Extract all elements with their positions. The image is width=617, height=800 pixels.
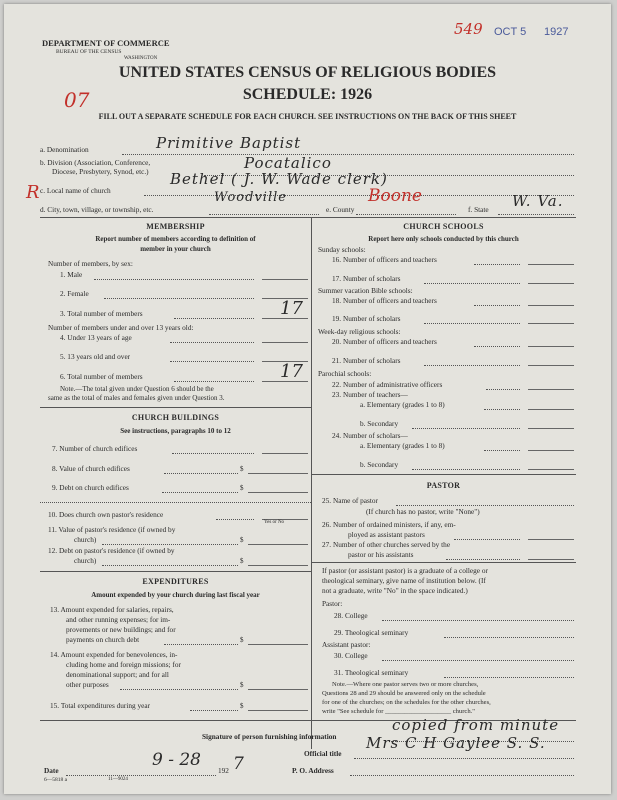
signature-value: copied from minute bbox=[392, 716, 560, 734]
q13-dollar: $ bbox=[240, 636, 244, 644]
q8-dollar: $ bbox=[240, 465, 244, 473]
q13-line-2: and other running expenses; for im- bbox=[66, 615, 171, 624]
q26-line-1: 26. Number of ordained ministers, if any, em- bbox=[322, 520, 456, 529]
schools-heading: CHURCH SCHOOLS bbox=[403, 222, 484, 231]
q9-dollar: $ bbox=[240, 484, 244, 492]
q1-male: 1. Male bbox=[60, 270, 83, 279]
q14-line-2: cluding home and foreign missions; for bbox=[66, 660, 181, 669]
weekday-schools: Week-day religious schools: bbox=[318, 327, 401, 336]
q23b: b. Secondary bbox=[360, 419, 399, 428]
q22: 22. Number of administrative officers bbox=[332, 380, 443, 389]
q11-line-1: 11. Value of pastor's residence (if owned by bbox=[48, 525, 176, 534]
q25-note: (If church has no pastor, write "None") bbox=[366, 507, 480, 516]
date-year-prefix: 192 bbox=[218, 766, 229, 775]
official-title-value: Mrs C H Gaylee S. S. bbox=[366, 734, 546, 752]
q12-line-2: church) bbox=[74, 556, 97, 565]
q14-dollar: $ bbox=[240, 681, 244, 689]
q20: 20. Number of officers and teachers bbox=[332, 337, 437, 346]
q26-line-2: ployed as assistant pastors bbox=[348, 530, 425, 539]
q30: 30. College bbox=[334, 651, 368, 660]
official-title-label: Official title bbox=[304, 749, 342, 758]
q23a: a. Elementary (grades 1 to 8) bbox=[360, 400, 445, 409]
state-label: f. State bbox=[468, 205, 489, 214]
q31: 31. Theological seminary bbox=[334, 668, 409, 677]
college-note-1: If pastor (or assistant pastor) is a graduate of a college or bbox=[322, 566, 488, 575]
summer-schools: Summer vacation Bible schools: bbox=[318, 286, 413, 295]
q15-dollar: $ bbox=[240, 702, 244, 710]
q18: 18. Number of officers and teachers bbox=[332, 296, 437, 305]
q6-total: 6. Total number of members bbox=[60, 372, 143, 381]
pastor-note-4: write "See schedule for ____________________ church." bbox=[322, 708, 475, 715]
parochial-schools: Parochial schools: bbox=[318, 369, 372, 378]
q8-edifice-value: 8. Value of church edifices bbox=[52, 464, 130, 473]
q27-line-2: pastor or his assistants bbox=[348, 550, 414, 559]
membership-note-1: Note.—The total given under Question 6 should be the bbox=[60, 385, 214, 393]
q16: 16. Number of officers and teachers bbox=[332, 255, 437, 264]
q11-line-2: church) bbox=[74, 535, 97, 544]
state-value: W. Va. bbox=[512, 192, 564, 210]
members-by-age: Number of members under and over 13 years old: bbox=[48, 323, 194, 332]
q29: 29. Theological seminary bbox=[334, 628, 409, 637]
department-name: DEPARTMENT OF COMMERCE bbox=[42, 38, 170, 48]
stamp-year: 1927 bbox=[544, 26, 569, 38]
q25: 25. Name of pastor bbox=[322, 496, 378, 505]
date-value: 9 - 28 bbox=[152, 750, 201, 770]
signature-label: Signature of person furnishing information bbox=[202, 732, 337, 741]
pastor-heading: PASTOR bbox=[426, 481, 461, 490]
denomination-label: a. Denomination bbox=[40, 145, 89, 154]
bureau-city: WASHINGTON bbox=[124, 56, 158, 61]
q11-dollar: $ bbox=[240, 536, 244, 544]
q19: 19. Number of scholars bbox=[332, 314, 401, 323]
red-mark-07: 07 bbox=[64, 88, 90, 112]
red-mark-r: R bbox=[26, 182, 40, 203]
expenditures-intro: Amount expended by your church during last fiscal year bbox=[91, 591, 260, 599]
college-note-3: not a graduate, write "No" in the space indicated.) bbox=[322, 586, 468, 595]
division-label-2: Diocese, Presbytery, Synod, etc.) bbox=[52, 167, 149, 176]
q13-line-4: payments on church debt bbox=[66, 635, 140, 644]
q14-line-3: denominational support; and for all bbox=[66, 670, 169, 679]
membership-heading: MEMBERSHIP bbox=[146, 222, 205, 231]
q24: 24. Number of scholars— bbox=[332, 431, 408, 440]
church-name-label: c. Local name of church bbox=[40, 186, 111, 195]
pastor-note-2: Questions 28 and 29 should be answered only on the schedule bbox=[322, 690, 486, 697]
q7-edifices: 7. Number of church edifices bbox=[52, 444, 138, 453]
form-number-2: 11—9024 bbox=[108, 777, 128, 782]
q13-line-3: provements or new buildings; and for bbox=[66, 625, 176, 634]
form-number: 6—5818 a bbox=[44, 777, 68, 783]
city-label: d. City, town, village, or township, etc. bbox=[40, 205, 154, 214]
q23: 23. Number of teachers— bbox=[332, 390, 408, 399]
sunday-schools: Sunday schools: bbox=[318, 245, 366, 254]
pastor-note-1: Note.—Where one pastor serves two or more churches, bbox=[332, 681, 479, 688]
q12-line-1: 12. Debt on pastor's residence (if owned by bbox=[48, 546, 175, 555]
buildings-heading: CHURCH BUILDINGS bbox=[131, 413, 220, 422]
assistant-pastor-subheading: Assistant pastor: bbox=[322, 640, 371, 649]
stamp-number: 549 bbox=[454, 20, 483, 38]
q28: 28. College bbox=[334, 611, 368, 620]
q5-over-13: 5. 13 years old and over bbox=[60, 352, 131, 361]
city-value: Woodville bbox=[214, 190, 287, 205]
membership-intro-2: member in your church bbox=[140, 245, 211, 253]
q6-total-value: 17 bbox=[280, 361, 303, 382]
q3-total: 3. Total number of members bbox=[60, 309, 143, 318]
denomination-value: Primitive Baptist bbox=[156, 134, 302, 152]
stamp-date: OCT 5 bbox=[494, 26, 527, 38]
q27-line-1: 27. Number of other churches served by the bbox=[322, 540, 451, 549]
membership-intro-1: Report number of members according to definition of bbox=[95, 235, 256, 243]
q13-line-1: 13. Amount expended for salaries, repairs, bbox=[50, 605, 174, 614]
q21: 21. Number of scholars bbox=[332, 356, 401, 365]
members-by-sex: Number of members, by sex: bbox=[48, 259, 133, 268]
form-title: UNITED STATES CENSUS OF RELIGIOUS BODIES bbox=[118, 64, 497, 81]
q24a: a. Elementary (grades 1 to 8) bbox=[360, 441, 445, 450]
division-label-1: b. Division (Association, Conference, bbox=[40, 158, 151, 167]
pastor-note-3: for one of the churches; on the schedules for the other churches, bbox=[322, 699, 491, 706]
church-name-value: Bethel ( J. W. Wade clerk) bbox=[170, 170, 388, 188]
county-label: e. County bbox=[326, 205, 355, 214]
county-value: Boone bbox=[368, 186, 422, 206]
q14-line-1: 14. Amount expended for benevolences, in- bbox=[50, 650, 178, 659]
q12-dollar: $ bbox=[240, 557, 244, 565]
division-value: Pocatalico bbox=[244, 154, 332, 172]
q17: 17. Number of scholars bbox=[332, 274, 401, 283]
buildings-intro: See instructions, paragraphs 10 to 12 bbox=[120, 427, 231, 435]
q3-total-value: 17 bbox=[280, 298, 303, 319]
pastor-subheading: Pastor: bbox=[322, 599, 343, 608]
census-schedule-form bbox=[4, 4, 611, 794]
form-subtitle: SCHEDULE: 1926 bbox=[242, 86, 373, 103]
q2-female: 2. Female bbox=[60, 289, 89, 298]
expenditures-heading: EXPENDITURES bbox=[142, 577, 209, 586]
q10-residence: 10. Does church own pastor's residence bbox=[48, 510, 164, 519]
bureau-name: BUREAU OF THE CENSUS bbox=[56, 49, 122, 55]
membership-note-2: same as the total of males and females given under Question 3. bbox=[48, 394, 225, 402]
date-label: Date bbox=[44, 766, 59, 775]
q9-edifice-debt: 9. Debt on church edifices bbox=[52, 483, 129, 492]
date-year-suffix: 7 bbox=[233, 754, 244, 774]
q4-under-13: 4. Under 13 years of age bbox=[60, 333, 132, 342]
yes-no-hint: Yes or No bbox=[264, 520, 285, 525]
po-address-label: P. O. Address bbox=[292, 766, 334, 775]
college-note-2: theological seminary, give name of institution below. (If bbox=[322, 576, 486, 585]
schools-intro: Report here only schools conducted by this church bbox=[368, 235, 519, 243]
q14-line-4: other purposes bbox=[66, 680, 109, 689]
fill-instructions: FILL OUT A SEPARATE SCHEDULE FOR EACH CHURCH. SEE INSTRUCTIONS ON THE BACK OF THIS SHEET bbox=[98, 112, 517, 121]
q15-total-expenditures: 15. Total expenditures during year bbox=[50, 701, 151, 710]
q24b: b. Secondary bbox=[360, 460, 399, 469]
